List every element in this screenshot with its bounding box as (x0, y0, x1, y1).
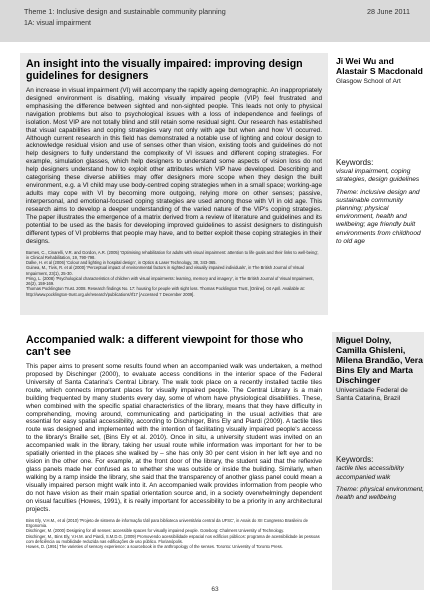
article-1 (0, 53, 430, 315)
reference-item: Guinea, M., Tivis, R. et al (2000) 'Perceptual impact of environmental factors in sighted and visually impaired individuals', in The British Journal of Visual Impairment, 23(1), 25-30. (26, 265, 304, 276)
reference-item: Howes, D. (1991) The varieties of sensory experience: a sourcebook in the anthropology of the senses. Toronto: University of Toronto Press. (26, 543, 283, 549)
reference-item: Dischinger, M. (2000) Designing for all senses: accessible spaces for visually impaired people. Goteborg: Chalmers University of Technology. (26, 528, 285, 534)
reference-item: Bins Ely, V.H.M., et al (2010) 'Projeto de sistema de informação tátil para biblioteca universitária central da UFSC', in Anais do XII Congresso Brasileiro de Ergonomia. (26, 517, 308, 529)
article-1-keywords-heading: Keywords: (336, 158, 374, 168)
article-2-theme: Theme: physical environment, health and wellbeing (336, 485, 424, 502)
article-1-authors: Ji Wei Wu and Alastair S Macdonald (336, 56, 423, 76)
article-1-sidebar (332, 53, 424, 315)
reference-item: Dalke, H. et al (2006) 'Colour and lighting in hospital design', in Optics & Laser Technology, 38, 343-365. (26, 260, 217, 266)
article-1-main (20, 53, 328, 315)
article-2-body: This paper aims to present some results found when an accompanied walk was undertaken, a method proposed by Dischinger (2000), to evaluate access conditions in the interior space of the Federal University of Santa Catarina's Central Library. The walk took place on a recently installed tactile tiles route, which connects important places for visually impaired people. The Central Library is a main building frequented by many students every day, some of whom have physiological disabilities. These, when combined with the specific spatial characteristics of the library, means that they have difficulty in comprehending, moving around, communicating and participating in the usual activities that are essential for easy spatial accessibility, according to Dischinger, Bins Ely and Piardi (2009). A tactile tiles route was designed and implemented with the intention of facilitating visually impaired people's access to the library's Braille set, (Bins Ely et al. 2010). Once in situ, a university student was invited on an accompanied walk in the library, taking her usual route while information was important for her to be spatially oriented in the places she walked by – she has only 30 per cent vision in her left eye and no vision in the other one. For example, at the front door of the library, the student said that the reflexive glass panels made her confused as to whether she was outside or inside the building. Similarly, when walking by a ramp inside the library, she said that the transparency of another glass panel could mean a visually impaired person might walk into it. An accompanied walk provides information from people who do not have vision as their main spatial orientation source and, in a society overwhelmingly dependent on visual faculties (Howes, 1991), it is really important for accessibility to be a priority in any architectural projects. (26, 362, 322, 513)
reference-item: Pring, L. (2008) 'Psychological characteristics of children with visual impairments: learning, memory and imagery', in The British Journal of Visual Impairment, 26(2), 159-169. (26, 275, 314, 287)
article-2-keywords: tactile tiles accessibility accompanied walk (336, 465, 404, 481)
article-1-title: An insight into the visually impaired: improving design guidelines for designers (26, 58, 303, 83)
page-header (0, 0, 430, 42)
article-2-keywords-heading: Keywords: (336, 455, 374, 465)
header-subtheme: 1A: visual impairment (24, 20, 91, 27)
article-2-authors: Miguel Dolny, Camilla Ghisleni, Milena Brandão, Vera Bins Ely and Marta Dischinger (336, 335, 423, 385)
page-number: 63 (211, 586, 219, 593)
article-2 (0, 332, 430, 590)
article-1-theme: Theme: inclusive design and sustainable community planning; physical environment, health and wellbeing; age friendly built environments from childhood to old age (336, 188, 421, 245)
article-2-affiliation: Universidade Federal de Santa Catarina, Brazil (336, 387, 408, 403)
article-2-main (20, 332, 328, 590)
article-1-references (26, 250, 322, 297)
header-theme: Theme 1: Inclusive design and sustainable community planning (24, 7, 226, 16)
reference-item: Dischinger, M., Bins Ely, V.H.M. and Piardi, S.M.D.G. (2009) Promovendo acessibilidade espacial nos edifícios públicos: programa de acessibilidade às pessoas com deficiência ou mobilidade reduzida nas edificações de uso público. Florianópolis. (26, 533, 320, 544)
article-1-affiliation: Glasgow School of Art (336, 78, 401, 85)
article-1-body: An increase in visual impairment (VI) will accompany the rapidly ageing demographic. An inappropriately designed environment is disabling, making visually impaired people (VIP) feel frustrated and emphasising the difference between sighted and non-sighted people. This leads not only to physical navigation problems but also to psychological issues with a loss of independence and feelings of isolation. Most VIP are not totally blind and still retain some residual sight. Our research has established that visual capabilities and coping strategies vary not only with age but when and how VI occurred. Although current research in this field has demonstrated a notable use of lighting and colour design to acknowledge residual vision and use of senses other than vision, existing tools and guidelines do not help designers to fully understand the complexity of VI issues and different coping strategies. For example, simulation glasses, which help designers to understand some aspects of vision loss do not help designers understand how to exploit other attributes which VIP have developed. Describing and categorising these diverse abilities may offer designers more scope when they design the built environment, e.g. a VI child may use body-centred coping strategies when in a small space; working-age adults may cope with VI by becoming more outgoing, relying more on other senses; passive, interpersonal, and emotional-focused coping strategies are used among those with VI in old age. This research aims to develop a deeper understanding of the varied nature of the VIP's coping strategies. The paper illustrates the emergence of a matrix derived from a review of literature and guidelines and its potential to be used as the basis for developing improved guidelines to assist designers to distinguish different types of VI problems that people may have, and to better exploit these coping strategies in their designs. (26, 86, 322, 245)
reference-item: Barnes, C., Cinarelli, V.R. and Gordon, A.R. (2005) 'Optimising rehabilitation for adults with visual impairment: attention to life goals and their links to well-being', in Clinical Rehabilitation, 19, 790-798. (26, 249, 319, 261)
reference-item: Thomas Pocklington Trust. 2008. Research findings No. 17: housing for people with sight loss. Thomas Pocklington Trust, [Online]. 04 April. Available at: http://www.pocklington-trust.org.uk/research/publications/rf17 [Accessed 7 December 2009]. (26, 286, 305, 297)
article-2-title: Accompanied walk: a different viewpoint for those who can't see (26, 334, 304, 359)
article-1-keywords: visual impairment, coping strategies, design guidelines (336, 168, 420, 184)
header-date: 28 June 2011 (366, 7, 410, 16)
article-2-references (26, 518, 322, 549)
article-2-sidebar (332, 332, 424, 590)
